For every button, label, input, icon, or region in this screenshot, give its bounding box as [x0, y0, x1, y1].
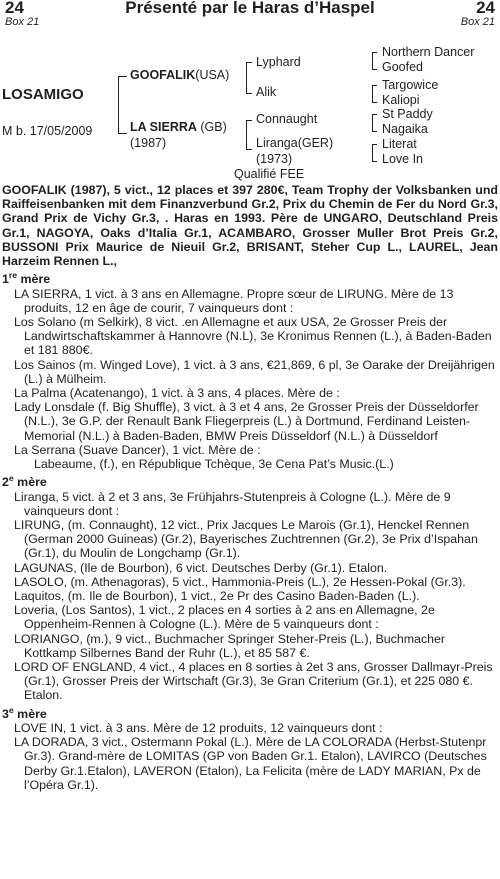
section-ordinal: e: [8, 704, 14, 715]
dam-country: (GB): [200, 120, 227, 134]
produce-lirung: LIRUNG, (m. Connaught), 12 vict., Prix Jacques Le Marois (Gr.1), Henckel Rennen (German 2000 Guineas) (Gr.2), Bayerisches Zuchtrennen (Gr.2), 3e Prix d’Ispahan (Gr.1), du Moulin de Longchamp (Gr.1).: [14, 517, 478, 561]
sire-dam: Alik: [256, 85, 277, 99]
produce-la-dorada: LA DORADA, 3 vict., Ostermann Pokal (L.). Mère de LA COLORADA (Herbst-Stutenpr Gr.3). Grand-mère de LOMITAS (GP von Baden Gr.1. Etalon), LAVIRCO (Deutsches Derby Gr.1.Etalon), LAVERON (Etalon), La Felicita (mère de LADY MARIAN, Px de l’Opéra Gr.1).: [14, 735, 487, 792]
section-number: 2: [2, 475, 9, 490]
section-number: 3: [2, 706, 9, 721]
sire-name: GOOFALIK: [130, 68, 196, 82]
dam-dam: Liranga(GER): [256, 136, 334, 150]
section-word: mère: [17, 272, 51, 287]
bracket-gen3-1: [372, 52, 377, 70]
horse-details: M b. 17/05/2009: [2, 124, 93, 138]
produce-lagunas: LAGUNAS, (Ile de Bourbon), 6 vict. Deutsches Derby (Gr.1). Etalon.: [14, 560, 388, 575]
lot-number-left: 24: [5, 0, 24, 17]
produce-la-palma: La Palma (Acatenango), 1 vict. à 3 ans, 4 places. Mère de :: [14, 385, 340, 400]
sire-sire: Lyphard: [256, 55, 301, 69]
bracket-gen3-3: [372, 114, 377, 132]
dam-name: LA SIERRA: [130, 120, 197, 134]
sdd: Kaliopi: [382, 93, 420, 107]
produce-loveria: Loveria, (Los Santos), 1 vict., 2 places en 4 sorties à 2 ans en Allemagne, 2e Oppenheim-Rennen à Cologne (L.). Mère de 5 vainqueurs dont :: [14, 603, 435, 632]
page-title: Présenté par le Haras d’Haspel: [125, 0, 375, 17]
section-number: 1: [2, 272, 9, 287]
section-second-dam: [2, 471, 498, 489]
produce-loriango: LORIANGO, (m.), 9 vict., Buchmacher Springer Steher-Preis (L.), Buchmacher Kottkamp Silbernes Band der Ruhr (L.), et 85 587 €.: [14, 631, 446, 660]
catalogue-text: [2, 183, 498, 792]
section-word: mère: [13, 475, 47, 490]
dam-dam-year: (1973): [256, 152, 293, 166]
produce-los-solano: Los Solano (m Selkirk), 8 vict. .en Allemagne et aux USA, 2e Grosser Preis der Landwirtschaftskammer à Hannovre (N.L), 3e Kronimus Rennen (L.), à Baden-Baden et 181 880€.: [14, 314, 492, 358]
section-ordinal: e: [8, 473, 14, 484]
section-first-dam: [2, 268, 498, 286]
dam: [130, 120, 227, 134]
ddd: Love In: [382, 152, 424, 166]
section-ordinal: re: [8, 270, 18, 281]
horse-name: LOSAMIGO: [2, 86, 84, 103]
bracket-gen1: [118, 76, 127, 134]
qualification: Qualifié FEE: [234, 167, 305, 181]
dam-year: (1987): [130, 136, 167, 150]
box-right: Box 21: [460, 16, 495, 28]
section-third-dam: [2, 703, 498, 721]
sss: Northern Dancer: [382, 45, 475, 59]
produce-la-serrana: La Serrana (Suave Dancer), 1 vict. Mère de :: [14, 442, 261, 457]
produce-lady-lonsdale: Lady Lonsdale (f. Big Shuffle), 3 vict. à 3 et 4 ans, 2e Grosser Preis der Düsseldorfer (N.L.), 3e G.P. der Renault Bank Fliegerpreis (L.) à Dortmund, Ferdinand Leisten-Memorial (N.L.) à Baden-Baden, BMW Preis Düsseldorf (N.L.) à Düsseldorf: [14, 400, 479, 443]
dam-record: LA SIERRA, 1 vict. à 3 ans en Allemagne. Propre sœur de LIRUNG. Mère de 13 produits, 12 en âge de courir, 7 vainqueurs dont :: [14, 286, 454, 315]
third-dam-record: LOVE IN, 1 vict. à 3 ans. Mère de 12 produits, 12 vainqueurs dont :: [14, 720, 383, 735]
sire: [130, 68, 229, 82]
section-word: mère: [13, 706, 47, 721]
produce-laquitos: Laquitos, (m. Ile de Bourbon), 1 vict., 2e Pr des Casino Baden-Baden (L.).: [14, 588, 420, 603]
dam-sire: Connaught: [256, 112, 318, 126]
ssd: Goofed: [382, 60, 424, 74]
dds: Literat: [382, 137, 417, 151]
dsd: Nagaika: [382, 122, 428, 136]
bracket-gen3-4: [372, 144, 377, 162]
bracket-gen3-2: [372, 85, 377, 103]
lot-number-right: 24: [476, 0, 495, 17]
bracket-sire: [246, 62, 252, 94]
produce-labeaume: Labeaume, (f.), en République Tchèque, 3e Cena Pat’s Music.(L.): [34, 456, 394, 471]
dss: St Paddy: [382, 107, 433, 121]
sds: Targowice: [382, 78, 439, 92]
produce-lasolo: LASOLO, (m. Athenagoras), 5 vict., Hammonia-Preis (L.), 2e Hessen-Pokal (Gr.3).: [14, 574, 466, 589]
pedigree-chart: [0, 0, 500, 180]
second-dam-record: Liranga, 5 vict. à 2 et 3 ans, 3e Frühjahrs-Stutenpreis à Cologne (L.). Mère de 9 vainqueurs dont :: [14, 489, 451, 518]
bracket-dam: [246, 120, 252, 150]
box-left: Box 21: [5, 16, 40, 28]
sire-country: (USA): [195, 68, 230, 82]
produce-lord-of-england: LORD OF ENGLAND, 4 vict., 4 places en 8 sorties à 2et 3 ans, Grosser Dallmayr-Preis (Gr.1), Grosser Preis der Wirtschaft (Gr.3), 3e Gran Criterium (Gr.1), et 225 080 €. Etalon.: [14, 659, 493, 703]
sire-bio: GOOFALIK (1987), 5 vict., 12 places et 397 280€, Team Trophy der Volksbanken und Raiffeisenbanken mit dem Finanzverbund Gr.2, Prix du Chemin de Fer du Nord Gr.3, Grand Prix de Vichy Gr.3, . Haras en 1993. Père de UNGARO, Deutschland Preis Gr.1, NAGOYA, Oaks d’Italia Gr.1, ACAMBARO, Grosser Muller Brot Preis Gr.2, BUSSONI Prix Maurice de Nieuil Gr.2, BRISANT, Steher Cup L., LAUREL, Jean Harzeim Rennen L.,: [2, 183, 498, 269]
produce-los-sainos: Los Sainos (m. Winged Love), 1 vict. à 3 ans, €21,869, 6 pl, 3e Oarake der Dreijährigen (L.) à Mülheim.: [14, 357, 495, 386]
